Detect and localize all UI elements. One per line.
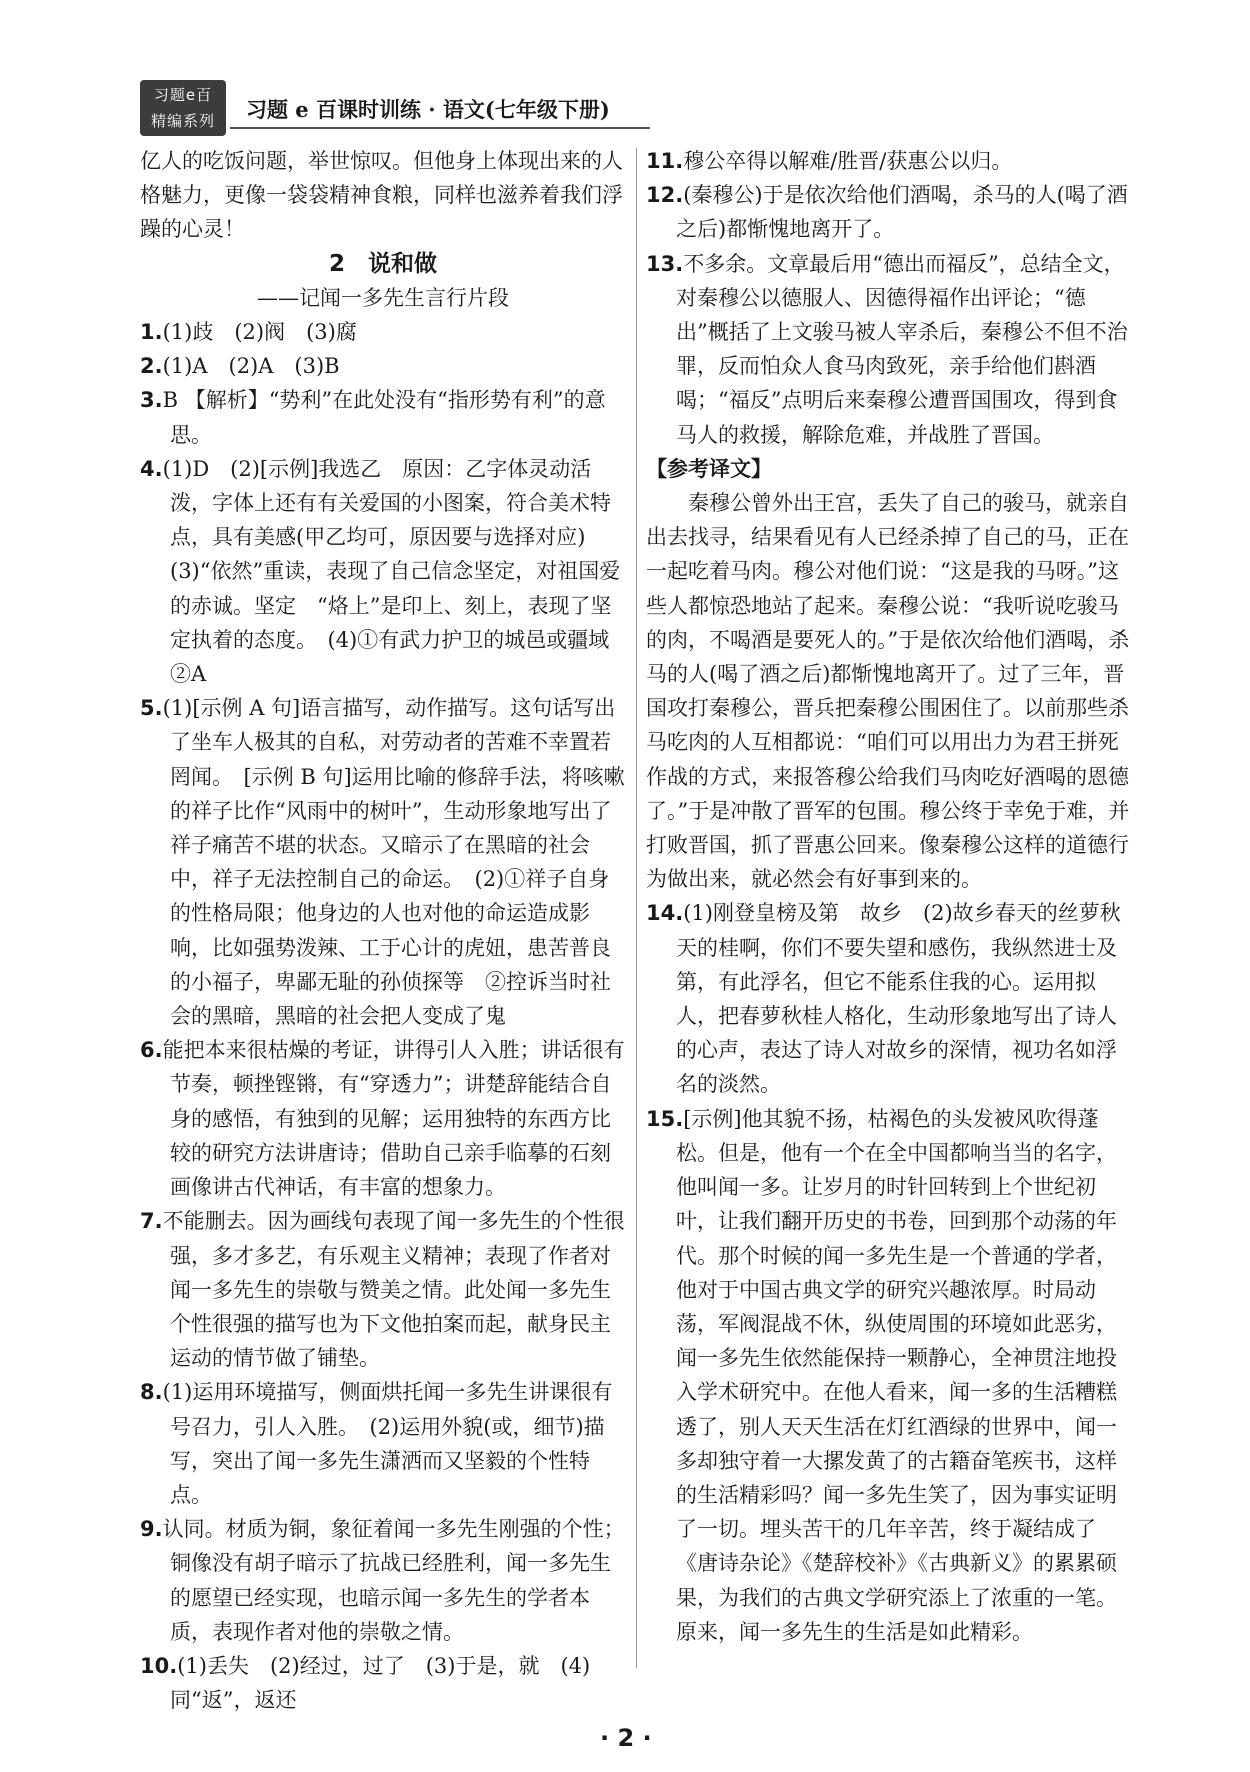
- answer-number: 7.: [140, 1209, 163, 1234]
- answer-item: [140, 315, 626, 349]
- right-column: [646, 144, 1132, 1649]
- answer-text: (1)丢失 (2)经过，过了 (3)于是，就 (4)同“返”，返还: [170, 1653, 591, 1713]
- answer-list-left: [140, 315, 631, 1717]
- answer-item: [646, 1102, 1132, 1649]
- answer-text: 穆公卒得以解难/胜晋/获惠公以归。: [683, 149, 1013, 173]
- answer-number: 15.: [646, 1106, 684, 1131]
- answer-item: [140, 1204, 626, 1375]
- series-badge: [140, 80, 226, 136]
- answer-item: [140, 1375, 626, 1512]
- answer-item: [140, 1649, 626, 1717]
- answer-item: [140, 691, 626, 1033]
- answer-number: 4.: [140, 456, 163, 481]
- answer-item: [646, 247, 1132, 452]
- answer-item: [646, 144, 1132, 178]
- answer-number: 11.: [646, 149, 684, 173]
- section-title: 2 说和做: [328, 250, 437, 277]
- answer-text: (1)[示例 A 句]语言描写，动作描写。这句话写出了坐车人极其的自私，对劳动者的苦难不幸置若罔闻。 [示例 B 句]运用比喻的修辞手法，将咳嗽的祥子比作“风雨中的树叶”，生动形象地写出了祥子痛苦不堪的状态。又暗示了在黑暗的社会中，祥子无法控制自己的命运。 (2)①祥子自身的性格局限；他身边的人也对他的命运造成影响，比如强势泼辣、工于心计的虎妞，患苦普良的小福子，卑鄙无耻的孙侦探等 ②控诉当时社会的黑暗，黑暗的社会把人变成了鬼: [162, 696, 625, 1029]
- answer-text: 能把本来很枯燥的考证，讲得引人入胜；讲话很有节奏，顿挫铿锵，有“穿透力”；讲楚辞能结合自身的感悟，有独到的见解；运用独特的东西方比较的研究方法讲唐诗；借助自己亲手临摹的石刻画像讲古代神话，有丰富的想象力。: [162, 1038, 625, 1200]
- answer-item: [140, 1512, 626, 1649]
- answer-text: (秦穆公)于是依次给他们酒喝，杀马的人(喝了酒之后)都惭愧地离开了。: [676, 183, 1128, 242]
- answer-number: 13.: [646, 251, 684, 276]
- answer-text: 认同。材质为铜，象征着闻一多先生刚强的个性；铜像没有胡子暗示了抗战已经胜利，闻一多先生的愿望已经实现，也暗示闻一多先生的学者本质，表现作者对他的崇敬之情。: [162, 1517, 625, 1644]
- answer-text: (1)歧 (2)阀 (3)腐: [162, 320, 357, 345]
- answer-number: 1.: [140, 320, 163, 345]
- reference-translation: 秦穆公曾外出王宫，丢失了自己的骏马，就亲自出去找寻，结果看见有人已经杀掉了自己的马，正在一起吃着马肉。穆公对他们说：“这是我的马呀。”这些人都惊恐地站了起来。秦穆公说：“我听说吃骏马的肉，不喝酒是要死人的。”于是依次给他们酒喝，杀马的人(喝了酒之后)都惭愧地离开了。过了三年，晋国攻打秦穆公，晋兵把秦穆公围困住了。以前那些杀马吃肉的人互相都说：“咱们可以用出力为君王拼死作战的方式，来报答穆公给我们马肉吃好酒喝的恩德了。”于是冲散了晋军的包围。穆公终于幸免于难，并打败晋国，抓了晋惠公回来。像秦穆公这样的道德行为做出来，就必然会有好事到来的。: [646, 491, 1130, 892]
- answer-number: 3.: [140, 388, 163, 413]
- answer-list-right-top: [646, 144, 1132, 452]
- answer-item: [646, 896, 1132, 1101]
- page-number: · 2 ·: [600, 1724, 652, 1752]
- answer-item: [646, 178, 1132, 246]
- answer-number: 14.: [646, 901, 684, 926]
- reference-translation-label: 【参考译文】: [646, 456, 772, 481]
- answer-number: 12.: [646, 183, 684, 208]
- answer-number: 8.: [140, 1380, 163, 1405]
- book-title: 习题 e 百课时训练 · 语文(七年级下册): [246, 97, 610, 122]
- answer-text: B 【解析】“势利”在此处没有“指形势有利”的意思。: [162, 388, 606, 447]
- header-rule: [230, 127, 650, 129]
- answer-text: (1)运用环境描写，侧面烘托闻一多先生讲课很有号召力，引人入胜。 (2)运用外貌(或，细节)描写，突出了闻一多先生潇洒而又坚毅的个性特点。: [162, 1380, 613, 1507]
- answer-number: 10.: [140, 1653, 178, 1678]
- answer-item: [140, 1033, 626, 1204]
- answer-text: [示例]他其貌不扬，枯褐色的头发被风吹得蓬松。但是，他有一个在全中国都响当当的名字，他叫闻一多。让岁月的时针回转到上个世纪初叶，让我们翻开历史的书卷，回到那个动荡的年代。那个时候的闻一多先生是一个普通的学者，他对于中国古典文学的研究兴趣浓厚。时局动荡，军阀混战不休，纵使周围的环境如此恶劣，闻一多先生依然能保持一颗静心，全神贯注地投入学术研究中。在他人看来，闻一多的生活糟糕透了，别人天天生活在灯红酒绿的世界中，闻一多却独守着一大摞发黄了的古籍奋笔疾书，这样的生活精彩吗？闻一多先生笑了，因为事实证明了一切。埋头苦干的几年辛苦，终于凝结成了《唐诗杂论》《楚辞校补》《古典新义》的累累硕果，为我们的古典文学研究添上了浓重的一笔。原来，闻一多先生的生活是如此精彩。: [676, 1106, 1117, 1644]
- answer-number: 9.: [140, 1517, 163, 1542]
- answer-text: (1)A (2)A (3)B: [162, 354, 340, 379]
- intro-paragraph: 亿人的吃饭问题，举世惊叹。但他身上体现出来的人格魅力，更像一袋袋精神食粮，同样也滋养着我们浮躁的心灵！: [140, 149, 623, 242]
- page-header: [140, 80, 650, 136]
- answer-number: 6.: [140, 1038, 163, 1063]
- answer-text: 不多余。文章最后用“德出而福反”，总结全文，对秦穆公以德服人、因德得福作出评论；“德出”概括了上文骏马被人宰杀后，秦穆公不但不治罪，反而怕众人食马肉致死，亲手给他们斟酒喝；“福反”点明后来秦穆公遭晋国围攻，得到食马人的救援，解除危难，并战胜了晋国。: [676, 251, 1128, 447]
- answer-text: (1)D (2)[示例]我选乙 原因：乙字体灵动活泼，字体上还有有关爱国的小图案，符合美术特点，具有美感(甲乙均可，原因要与选择对应) (3)“依然”重读，表现了自己信念坚定，对祖国爱的赤诚。坚定 “烙上”是印上、刻上，表现了坚定执着的态度。 (4)①有武力护卫的城邑或疆域 ②A: [162, 456, 631, 687]
- section-subtitle: ——记闻一多先生言行片段: [257, 285, 509, 310]
- answer-number: 5.: [140, 696, 163, 721]
- answer-item: [140, 349, 626, 383]
- answer-text: 不能删去。因为画线句表现了闻一多先生的个性很强，多才多艺，有乐观主义精神；表现了作者对闻一多先生的崇敬与赞美之情。此处闻一多先生个性很强的描写也为下文他拍案而起，献身民主运动的情节做了铺垫。: [162, 1209, 625, 1371]
- answer-number: 2.: [140, 354, 163, 379]
- badge-line-2: 精编系列: [150, 112, 215, 130]
- left-column: [140, 144, 631, 1717]
- badge-line-1: 习题e百: [153, 86, 213, 104]
- answer-item: [140, 383, 626, 451]
- column-divider: [636, 148, 637, 1668]
- answer-list-right-bottom: [646, 896, 1132, 1648]
- answer-text: (1)刚登皇榜及第 故乡 (2)故乡春天的丝萝秋天的桂啊，你们不要失望和感伤，我纵然进士及第，有此浮名，但它不能系住我的心。运用拟人，把春萝秋桂人格化，生动形象地写出了诗人的心声，表达了诗人对故乡的深情，视功名如浮名的淡然。: [676, 901, 1121, 1097]
- answer-item: [140, 452, 631, 691]
